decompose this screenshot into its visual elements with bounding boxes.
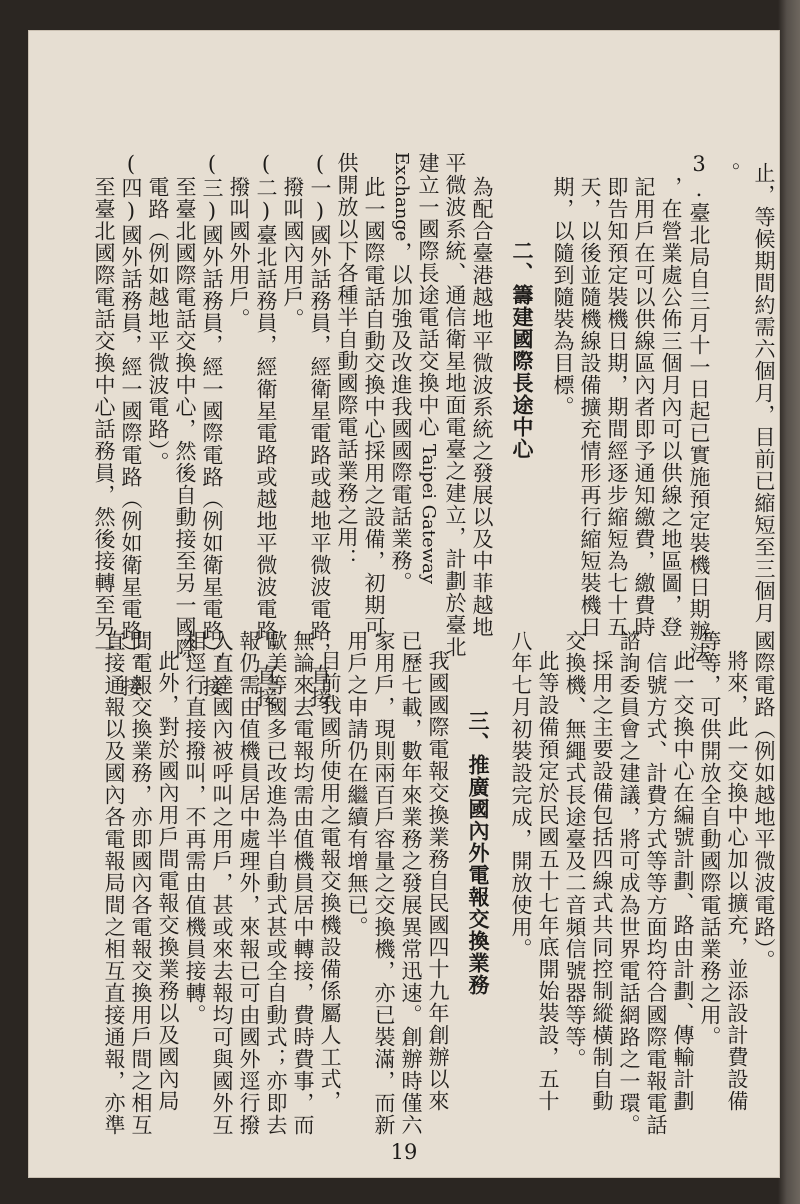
text-column: (四)國外話務員，經一國際電路（例如衛星電路），接 bbox=[119, 152, 143, 698]
text-column: 交換機、無繩式長途臺及二音頻信號器等等。 bbox=[563, 630, 587, 1070]
text-column: 等等，可供開放全自動國際電話業務之用。 bbox=[698, 630, 722, 1048]
text-column: 諮詢委員會之建議，將可成為世界電話網路之一環。 bbox=[617, 630, 641, 1136]
text-column: 國際電路（例如越地平微波電路）。 bbox=[752, 630, 776, 972]
text-column: 3.臺北局自三月十一日起已實施預定裝機日期辦法 bbox=[687, 152, 711, 664]
text-column: 止，等候期間約需六個月，目前已縮短至三個月 bbox=[752, 162, 776, 624]
text-column: 期，以隨到隨裝為目標。 bbox=[551, 176, 575, 418]
text-column: 報仍需由值機員居中處理外，來報已可由國外逕行撥 bbox=[237, 630, 261, 1136]
text-column: 將來，此一交換中心加以擴充，並添設計費設備 bbox=[725, 650, 749, 1112]
text-column: (一)國外話務員，經衛星電路或越地平微波電路，直接 bbox=[308, 152, 332, 708]
section-heading-3: 三、推廣國內外電報交換業務 bbox=[466, 710, 491, 996]
text-column: 即告知預定裝機日期，期間經逐步縮短為七十五 bbox=[605, 176, 629, 638]
text-column: 此一國際電話自動交換中心採用之設備，初期可 bbox=[362, 176, 386, 638]
text-column: 、信號方式、計費方式等等方面均符合國際電報電話 bbox=[644, 630, 668, 1136]
text-column: 為配合臺港越地平微波系統之發展以及中菲越地 bbox=[470, 176, 494, 638]
page-number: 19 bbox=[390, 1140, 418, 1164]
text-column: 供開放以下各種半自動國際電話業務之用： bbox=[335, 152, 359, 570]
text-column: 記用戶在可以供線區內者即予通知繳費，繳費時 bbox=[632, 176, 656, 638]
english-name: Exchange bbox=[391, 152, 412, 242]
text-column: 採用之主要設備包括四線式共同控制縱橫制自動 bbox=[590, 650, 614, 1112]
text-column bbox=[417, 152, 438, 584]
text-column: 入直達國內被呼叫之用戶，甚或來去報均可與國外互 bbox=[210, 630, 234, 1136]
text-column: 此等設備預定於民國五十七年底開始裝設，五十 bbox=[536, 650, 560, 1112]
text-column: 撥叫國外用戶。 bbox=[227, 176, 251, 330]
text-column: 歐美等國多已改進為半自動式甚或全自動式；亦即去 bbox=[264, 630, 288, 1136]
text-column: 天，以後並隨機線設備擴充情形再行縮短裝機日 bbox=[578, 176, 602, 638]
text-column: 至臺北國際電話交換中心話務員，然後接轉至另一 bbox=[92, 176, 116, 660]
text-column: 撥叫國內用戶。 bbox=[281, 176, 305, 330]
text-column: 八年七月初裝設完成，開放使用。 bbox=[509, 630, 533, 960]
text-column: 此一交換中心在編號計劃、路由計劃、傳輸計劃 bbox=[671, 650, 695, 1112]
text-column: 直接通報以及國內各電報局間之相互直接通報，亦準 bbox=[102, 630, 126, 1136]
adjacent-page-edge bbox=[778, 0, 800, 1204]
document-page bbox=[28, 30, 780, 1178]
text-column: 。 bbox=[717, 162, 741, 184]
text-column: (二)臺北話務員，經衛星電路或越地平微波電路，直接 bbox=[254, 152, 278, 708]
text-fragment: 建立一國際長途電話交換中心 bbox=[416, 152, 440, 438]
text-column: 間電報交換業務，亦即國內各電報交換用戶間之相互 bbox=[129, 630, 153, 1136]
text-column: 我國國際電報交換業務自民國四十九年創辦以來 bbox=[426, 650, 450, 1112]
text-column: 已歷七載，數年來業務之發展異常迅速。創辦時僅六 bbox=[399, 630, 423, 1136]
text-column: 平微波系統、通信衛星地面電臺之建立，計劃於臺北 bbox=[443, 152, 467, 658]
text-column: ，在營業處公佈三個月內可以供線之地區圖，登 bbox=[659, 176, 683, 638]
text-column: 至臺北國際電話交換中心，然後自動接至另一國際 bbox=[173, 176, 197, 660]
text-column: 相逕行直接撥叫，不再需由值機員接轉。 bbox=[183, 630, 207, 1026]
text-column: 此外，對於國內用戶間電報交換業務以及國內局 bbox=[156, 650, 180, 1112]
text-column: 電路（例如越地平微波電路）。 bbox=[146, 176, 170, 474]
text-column: 無論來去電報均需由值機員居中轉接，費時費事，而 bbox=[291, 630, 315, 1136]
text-column: 目前我國所使用之電報交換機設備係屬人工式， bbox=[318, 650, 342, 1112]
section-heading-2: 二、籌建國際長途中心 bbox=[510, 240, 535, 460]
text-column: 家用戶，現則兩百戶容量之交換機，亦已裝滿，而新 bbox=[372, 630, 396, 1136]
text-column: (三)國外話務員，經一國際電路（例如衛星電路），接 bbox=[200, 152, 224, 698]
text-column: 用戶之申請仍在繼續有增無已。 bbox=[345, 630, 369, 938]
text-fragment: ，以加強及改進我國國際電話業務。 bbox=[389, 241, 413, 594]
english-name: Taipei Gateway bbox=[418, 444, 439, 585]
text-column bbox=[390, 152, 411, 593]
